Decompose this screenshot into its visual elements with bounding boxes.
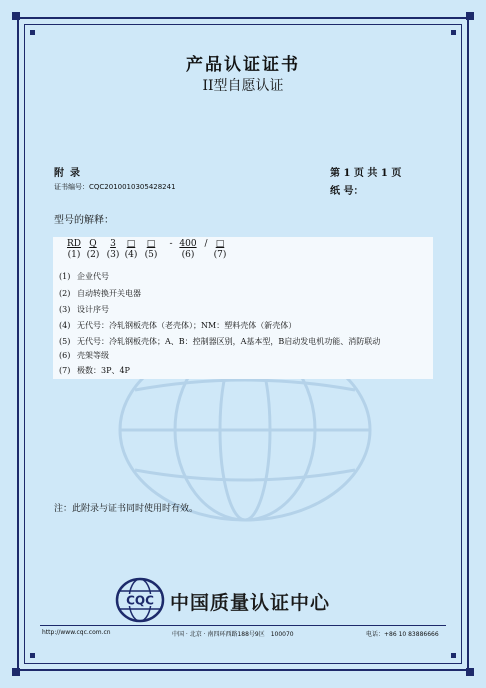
model-code-part: □ xyxy=(126,239,136,249)
legend-item: (5) 无代号：冷轧钢板壳体；A、B：控制器区别，A基本型，B启动发电机功能、消防联动 xyxy=(59,337,381,346)
model-heading: 型号的解释： xyxy=(54,215,114,226)
certificate-number: 证书编号：CQC2010010305428241 xyxy=(54,183,176,191)
legend-item: (1) 企业代号 xyxy=(59,272,109,281)
svg-text:CQC: CQC xyxy=(126,593,154,608)
legend-item: (2) 自动转换开关电器 xyxy=(59,289,141,298)
corner-ornament xyxy=(466,668,474,676)
model-code-index: (5) xyxy=(144,250,158,260)
model-code-part: □ xyxy=(215,239,225,249)
page-info: 第 1 页 共 1 页 xyxy=(330,168,402,179)
model-code-part: RD xyxy=(67,239,81,249)
corner-ornament xyxy=(451,30,456,35)
appendix-label: 附录 xyxy=(54,168,86,179)
model-code-index: (6) xyxy=(181,250,195,260)
corner-ornament xyxy=(12,668,20,676)
model-code-part: / xyxy=(204,239,208,249)
model-code-index: (1) xyxy=(67,250,81,260)
certificate-subtitle: II型自愿认证 xyxy=(202,78,284,94)
corner-ornament xyxy=(451,653,456,658)
organization-name: 中国质量认证中心 xyxy=(170,592,331,614)
model-code-part: □ xyxy=(146,239,156,249)
footer-website: http://www.cqc.com.cn xyxy=(42,629,111,636)
model-code-part: Q xyxy=(89,239,97,249)
model-code-index: (2) xyxy=(86,250,100,260)
footer-divider xyxy=(40,625,446,626)
paper-number: 纸 号： xyxy=(330,186,364,197)
legend-item: (4) 无代号：冷轧钢板壳体（老壳体）；NM：塑料壳体（新壳体） xyxy=(59,321,297,330)
footer-phone: 电话：+86 10 83886666 xyxy=(366,631,439,638)
model-code-part: - xyxy=(169,239,173,249)
certificate-title: 产品认证证书 xyxy=(186,55,300,75)
model-code-part: 3 xyxy=(110,239,116,249)
model-code-index: (3) xyxy=(106,250,120,260)
model-code-part: 400 xyxy=(179,239,197,249)
footer-address: 中国 · 北京 · 南四环西路188号9区 100070 xyxy=(172,631,294,638)
legend-item: (6) 壳架等级 xyxy=(59,351,109,360)
cqc-logo-icon xyxy=(115,577,165,623)
corner-ornament xyxy=(30,653,35,658)
validity-note: 注：此附录与证书同时使用时有效。 xyxy=(54,504,199,514)
corner-ornament xyxy=(466,12,474,20)
corner-ornament xyxy=(30,30,35,35)
model-explanation-panel xyxy=(53,237,433,379)
legend-item: (7) 极数：3P、4P xyxy=(59,366,130,375)
model-code-index: (4) xyxy=(124,250,138,260)
corner-ornament xyxy=(12,12,20,20)
legend-item: (3) 设计序号 xyxy=(59,305,109,314)
model-code-index: (7) xyxy=(213,250,227,260)
